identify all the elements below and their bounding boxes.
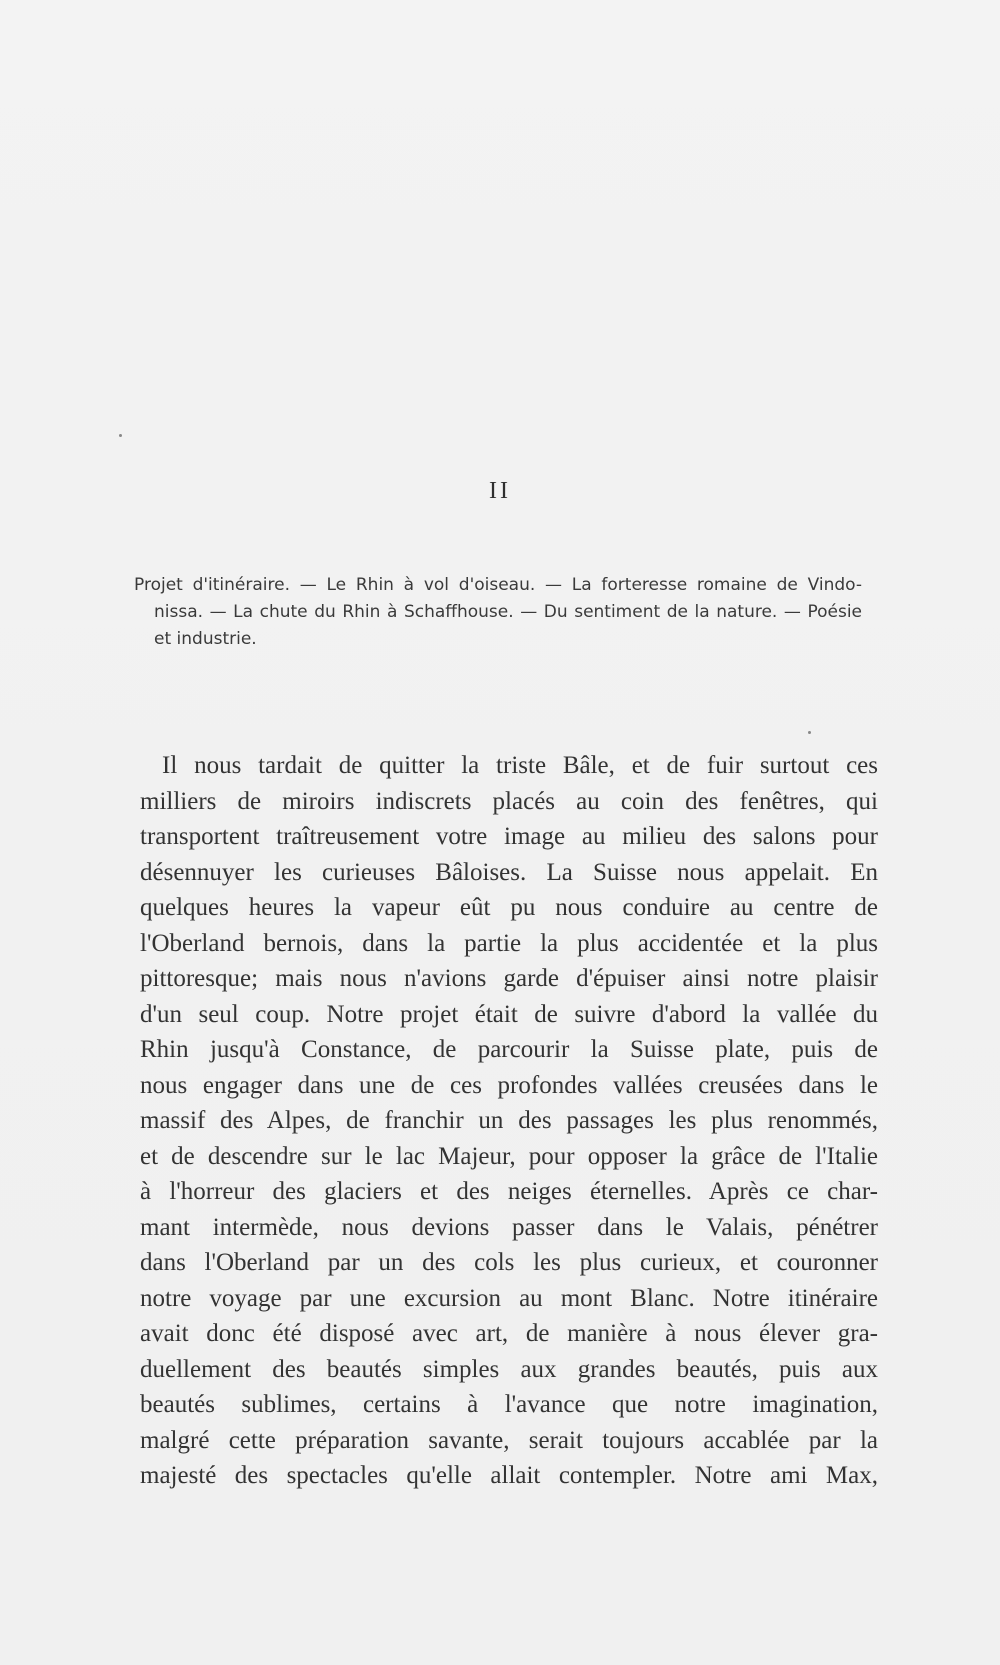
body-paragraph [140, 748, 878, 1494]
paper-speck [808, 731, 811, 734]
text-line: notre voyage par une excursion au mont Blanc. Notre itinéraire [140, 1284, 878, 1312]
paper-speck [119, 434, 122, 437]
text-line: Il nous tardait de quitter la triste Bâle, et de fuir surtout ces [162, 752, 878, 779]
text-line: massif des Alpes, de franchir un des passages les plus renommés, [140, 1107, 878, 1134]
text-line: duellement des beautés simples aux grandes beautés, puis aux [140, 1355, 878, 1383]
text-line: nous engager dans une de ces profondes vallées creusées dans le [140, 1071, 878, 1099]
text-line: beautés sublimes, certains à l'avance que notre imagination, [140, 1391, 878, 1418]
text-line: pittoresque; mais nous n'avions garde d'épuiser ainsi notre plaisir [140, 965, 878, 992]
text-line: dans l'Oberland par un des cols les plus curieux, et couronner [140, 1249, 878, 1276]
chapter-number: II [489, 478, 511, 504]
text-line: avait donc été disposé avec art, de manière à nous élever gra- [140, 1320, 878, 1347]
text-line: Rhin jusqu'à Constance, de parcourir la Suisse plate, puis de [140, 1036, 878, 1063]
text-line: mant intermède, nous devions passer dans le Valais, pénétrer [140, 1213, 878, 1241]
text-line: désennuyer les curieuses Bâloises. La Suisse nous appelait. En [140, 858, 878, 886]
text-line: majesté des spectacles qu'elle allait contempler. Notre ami Max, [140, 1462, 878, 1489]
text-line: l'Oberland bernois, dans la partie la plus accidentée et la plus [140, 929, 878, 957]
text-line: malgré cette préparation savante, serait toujours accablée par la [140, 1426, 878, 1454]
text-line: et de descendre sur le lac Majeur, pour opposer la grâce de l'Italie [140, 1142, 878, 1170]
summary-line: Projet d'itinéraire. — Le Rhin à vol d'oiseau. — La forteresse romaine de Vindo- [134, 575, 862, 595]
text-line: quelques heures la vapeur eût pu nous conduire au centre de [140, 894, 878, 921]
chapter-summary [134, 572, 862, 653]
text-line: milliers de miroirs indiscrets placés au coin des fenêtres, qui [140, 787, 878, 815]
text-line: transportent traîtreusement votre image au milieu des salons pour [140, 823, 878, 850]
text-line: à l'horreur des glaciers et des neiges éternelles. Après ce char- [140, 1178, 878, 1205]
text-line: d'un seul coup. Notre projet était de suivre d'abord la vallée du [140, 1000, 878, 1028]
summary-line: nissa. — La chute du Rhin à Schaffhouse. — Du sentiment de la nature. — Poésie [154, 602, 862, 622]
summary-line: et industrie. [154, 629, 257, 649]
